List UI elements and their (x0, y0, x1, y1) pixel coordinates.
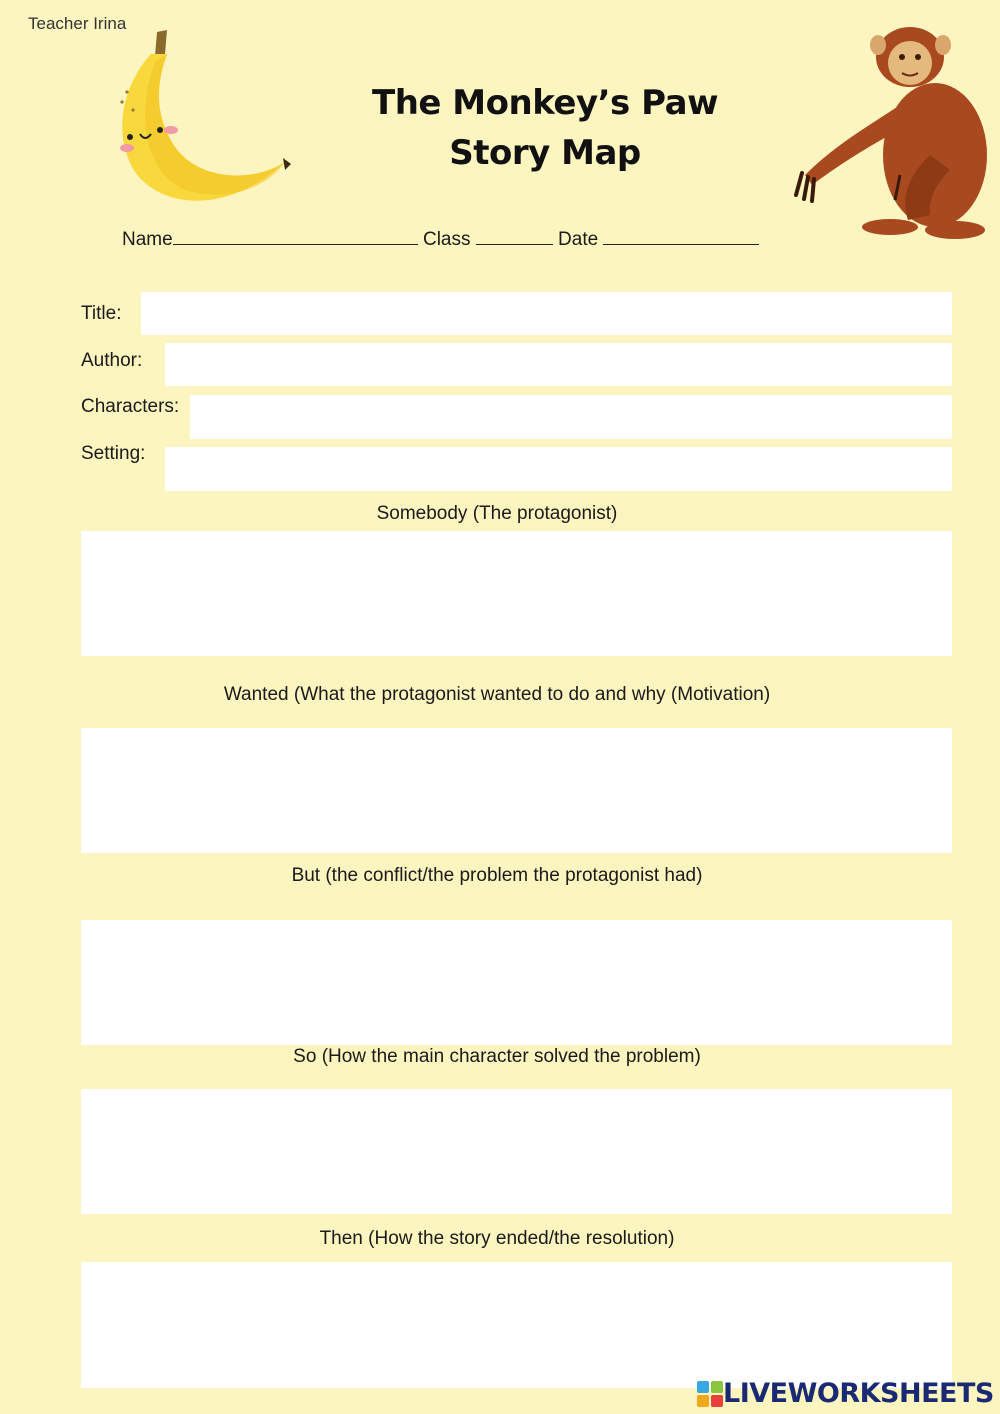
name-blank[interactable] (173, 230, 418, 245)
author-field-label: Author: (81, 350, 143, 371)
title-line-1: The Monkey’s Paw (372, 83, 718, 123)
class-label: Class (422, 229, 471, 250)
name-label: Name (122, 229, 173, 250)
liveworksheets-logo (697, 1378, 994, 1409)
characters-input-box[interactable] (190, 395, 952, 439)
title-line-2: Story Map (449, 133, 641, 173)
so-label: So (How the main character solved the problem) (293, 1046, 701, 1067)
setting-input-box[interactable] (165, 447, 952, 491)
title-field-label: Title: (81, 303, 122, 324)
title-input-box[interactable] (141, 292, 952, 335)
characters-field-label: Characters: (81, 396, 180, 417)
but-label: But (the conflict/the problem the protagonist had) (291, 865, 703, 886)
page-title (345, 78, 745, 178)
but-answer-box[interactable] (81, 920, 952, 1045)
so-answer-box[interactable] (81, 1089, 952, 1214)
class-blank[interactable] (476, 230, 553, 245)
teacher-credit: Teacher Irina (28, 14, 127, 33)
student-info-line (122, 229, 759, 251)
author-input-box[interactable] (165, 343, 952, 386)
banana-icon (105, 22, 300, 217)
wanted-label: Wanted (What the protagonist wanted to do and why (Motivation) (223, 684, 771, 705)
date-label: Date (558, 229, 599, 250)
somebody-answer-box[interactable] (81, 531, 952, 656)
somebody-label: Somebody (The protagonist) (376, 503, 618, 524)
liveworksheets-brand: LIVEWORKSHEETS (723, 1378, 994, 1409)
wanted-answer-box[interactable] (81, 728, 952, 853)
date-blank[interactable] (603, 230, 759, 245)
liveworksheets-logo-icon (697, 1381, 723, 1407)
setting-field-label: Setting: (81, 443, 146, 464)
monkey-icon (790, 15, 990, 245)
then-label: Then (How the story ended/the resolution) (319, 1228, 675, 1249)
then-answer-box[interactable] (81, 1262, 952, 1388)
